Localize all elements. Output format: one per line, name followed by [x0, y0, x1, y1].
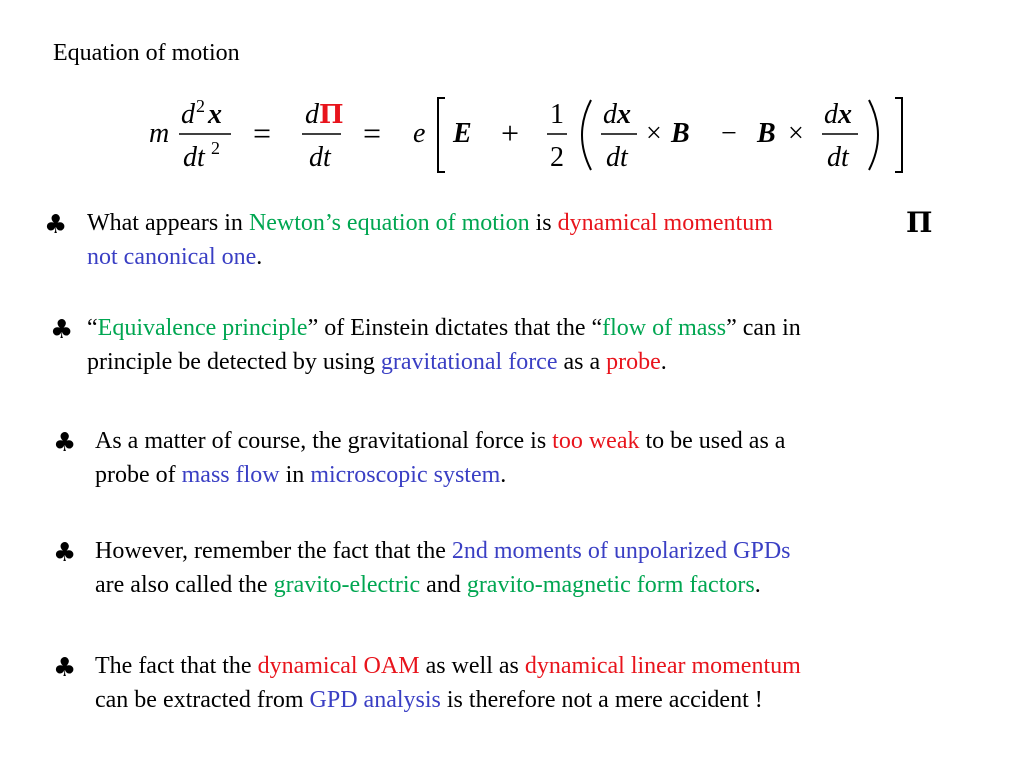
text-segment-black: What appears in [87, 210, 249, 236]
eq-E-field: E [453, 118, 472, 149]
eq-dt-denominator-3: dt [606, 142, 628, 173]
eq-dt-denominator-2: dt [309, 142, 331, 173]
text-segment-black: principle be detected by using [87, 349, 381, 375]
left-paren [582, 100, 591, 170]
eq-sup-2a: 2 [196, 96, 205, 116]
bullet-line-2 [95, 458, 506, 492]
text-segment-blue: mass flow [181, 462, 280, 488]
text-segment-black: “ [87, 315, 98, 341]
pi-symbol-icon: Π [906, 206, 933, 239]
text-segment-black: is therefore not a mere accident ! [440, 687, 763, 713]
eq-B-field-2: B [757, 118, 776, 149]
text-segment-green: Newton’s equation of motion [248, 210, 530, 236]
text-segment-black: in [279, 462, 311, 488]
club-bullet-icon: ♣ [53, 538, 77, 568]
bullet-line-1 [95, 534, 791, 568]
bullet-line-2 [95, 568, 761, 602]
text-segment-blue: gravitational force [380, 349, 558, 375]
text-segment-black: As a matter of course, the gravitational force is [95, 428, 553, 454]
eq-minus: − [721, 118, 737, 149]
text-segment-black: and [420, 572, 467, 598]
text-segment-black: . [500, 462, 507, 488]
slide-title: Equation of motion [53, 40, 240, 66]
bullet-line-1 [95, 649, 801, 683]
club-bullet-icon: ♣ [50, 315, 74, 345]
eq-d-1: d [603, 99, 617, 130]
eq-cross-1: × [646, 118, 662, 149]
bullet-line-1 [87, 311, 801, 345]
eq-x-vector-3: x [838, 99, 852, 130]
left-bracket [438, 98, 445, 172]
text-segment-blue: GPD analysis [309, 687, 441, 713]
eq-equals-1: = [253, 115, 272, 151]
text-segment-red: dynamical momentum [557, 210, 773, 236]
eq-plus: + [501, 115, 520, 151]
bullet-line-1 [87, 206, 773, 240]
right-bracket [895, 98, 902, 172]
text-segment-black: as a [557, 349, 607, 375]
eq-dt-denominator-1: dt [183, 142, 205, 173]
text-segment-black: ” of Einstein dictates that the “ [307, 315, 603, 341]
eq-d-2: d [824, 99, 838, 130]
text-segment-black: as well as [419, 653, 525, 679]
club-bullet-icon: ♣ [53, 428, 77, 458]
eq-x-vector-2: x [617, 99, 631, 130]
text-segment-green: Equivalence principle [97, 315, 308, 341]
text-segment-green: gravito-magnetic form factors [466, 572, 755, 598]
bullet-line-2 [87, 240, 262, 274]
text-segment-black: is [529, 210, 558, 236]
bullet-line-1 [95, 424, 785, 458]
eq-cross-2: × [788, 118, 804, 149]
eq-sup-2b: 2 [211, 138, 220, 158]
eq-d-pi: d [305, 99, 319, 130]
eq-two: 2 [550, 142, 564, 173]
text-segment-blue: not canonical one [87, 244, 257, 270]
text-segment-blue: microscopic system [310, 462, 501, 488]
eq-equals-2: = [363, 115, 382, 151]
text-segment-black: can be extracted from [95, 687, 310, 713]
text-segment-black: ” can in [726, 315, 801, 341]
text-segment-green: gravito-electric [273, 572, 421, 598]
text-segment-black: . [754, 572, 761, 598]
text-segment-black: to be used as a [639, 428, 786, 454]
text-segment-green: flow of mass [602, 315, 727, 341]
eq-dt-denominator-4: dt [827, 142, 849, 173]
text-segment-black: However, remember the fact that the [95, 538, 452, 564]
text-segment-red: probe [606, 349, 661, 375]
eq-m: m [149, 118, 170, 149]
club-bullet-icon: ♣ [53, 653, 77, 683]
text-segment-red: too weak [552, 428, 640, 454]
text-segment-black: The fact that the [95, 653, 258, 679]
equation-svg [145, 90, 915, 180]
text-segment-black: are also called the [95, 572, 274, 598]
eq-one: 1 [550, 99, 564, 130]
text-segment-red: dynamical linear momentum [524, 653, 801, 679]
equation-of-motion [145, 90, 915, 180]
eq-B-field-1: B [671, 118, 690, 149]
text-segment-blue: 2nd moments of unpolarized GPDs [451, 538, 791, 564]
text-segment-black: . [660, 349, 667, 375]
eq-charge-e: e [413, 118, 426, 149]
right-paren [869, 100, 878, 170]
club-bullet-icon: ♣ [44, 210, 68, 240]
bullet-line-2 [87, 345, 667, 379]
eq-d-numerator: d [181, 99, 195, 130]
eq-pi-symbol: Π [319, 100, 344, 130]
text-segment-black: probe of [95, 462, 182, 488]
text-segment-black: . [256, 244, 263, 270]
eq-x-vector-1: x [208, 99, 222, 130]
text-segment-red: dynamical OAM [257, 653, 420, 679]
bullet-line-2 [95, 683, 763, 717]
